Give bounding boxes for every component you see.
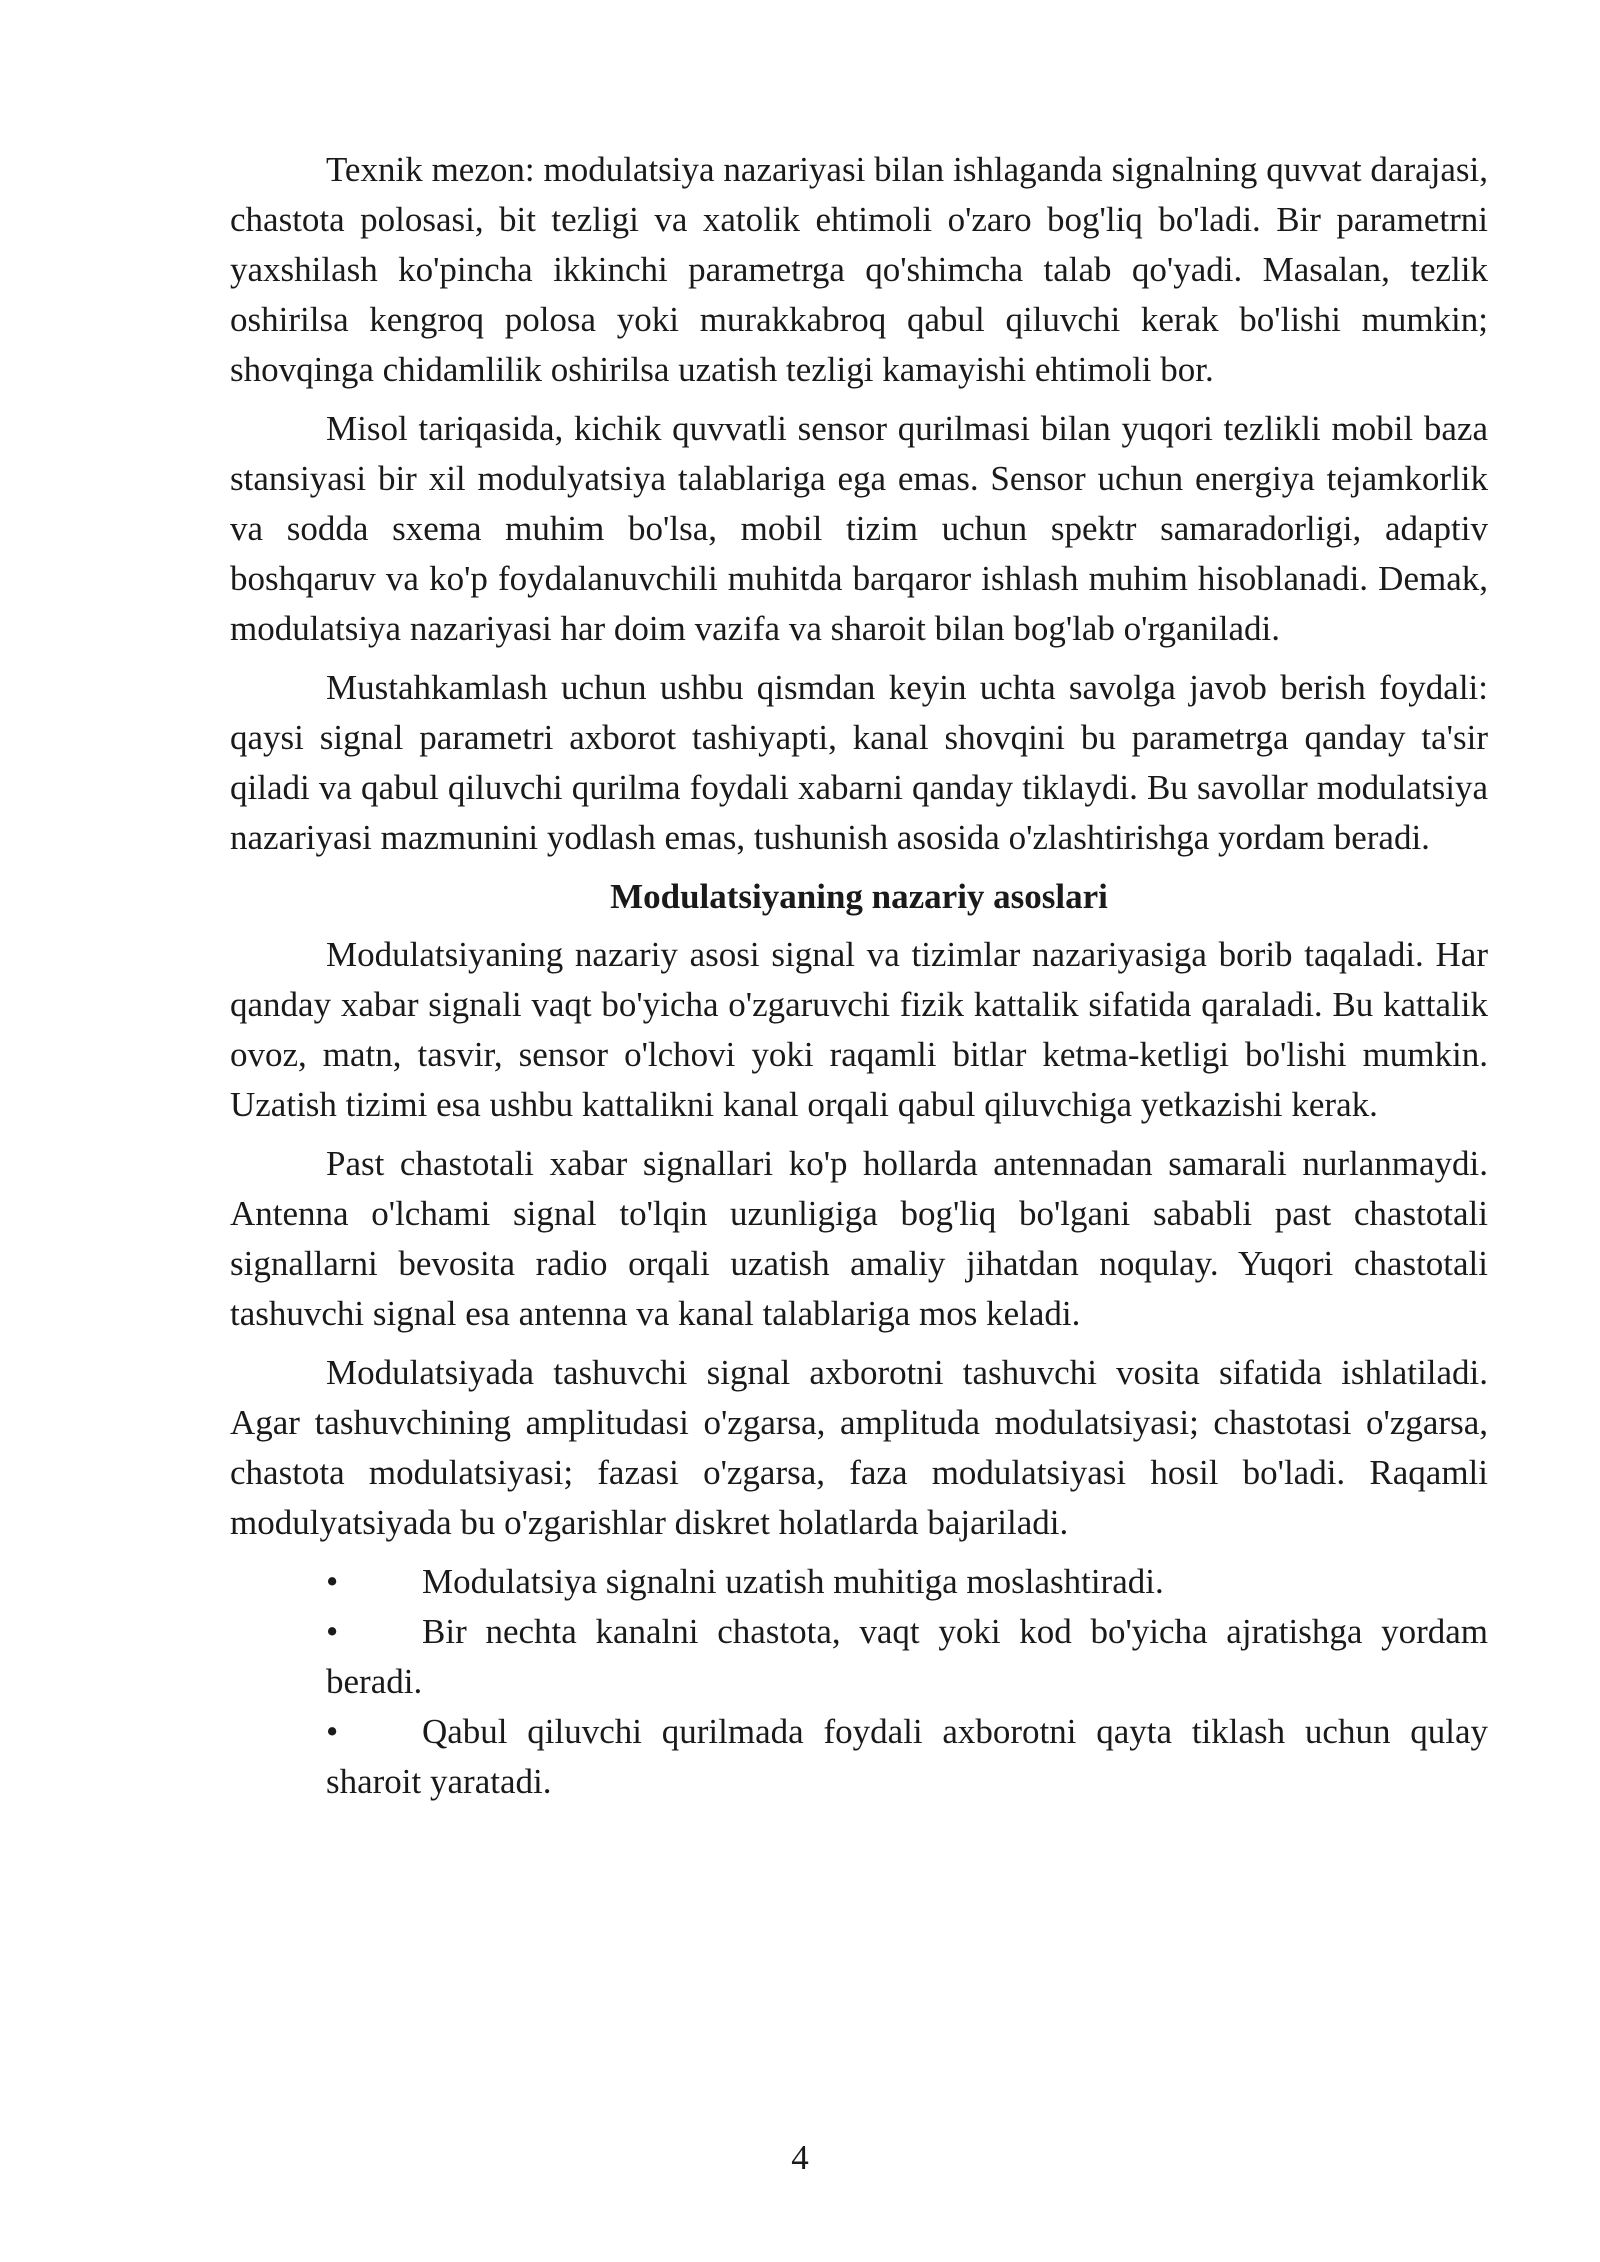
paragraph-carrier-signal: Modulatsiyada tashuvchi signal axborotni tashuvchi vosita sifatida ishlatiladi. Agar tashuvchining amplitudasi o'zgarsa, amplituda modulatsiyasi; chastotasi o'zgarsa, chastota modulatsiyasi; fazasi o'zgarsa, faza modulatsiyasi hosil bo'ladi. Raqamli modulyatsiyada bu o'zgarishlar diskret holatlarda bajariladi. [230,1353,1488,1542]
paragraph-technical-criterion: Texnik mezon: modulatsiya nazariyasi bilan ishlaganda signalning quvvat darajasi, chastota polosasi, bit tezligi va xatolik ehtimoli o'zaro bog'liq bo'ladi. Bir parametrni yaxshilash ko'pincha ikkinchi parametrga qo'shimcha talab qo'yadi. Masalan, tezlik oshirilsa kengroq polosa yoki murakkabroq qabul qiluvchi kerak bo'lishi mumkin; shovqinga chidamlilik oshirilsa uzatish tezligi kamayishi ehtimoli bor. [230,150,1488,389]
list-item [326,1557,1488,1607]
bullet-icon: • [326,1712,339,1751]
paragraph-reinforcement: Mustahkamlash uchun ushbu qismdan keyin uchta savolga javob berish foydali: qaysi signal parametri axborot tashiyapti, kanal shovqini bu parametrga qanday ta'sir qiladi va qabul qiluvchi qurilma foydali xabarni qanday tiklaydi. Bu savollar modulatsiya nazariyasi mazmunini yodlash emas, tushunish asosida o'zlashtirishga yordam beradi. [230,668,1488,857]
paragraph-example: Misol tariqasida, kichik quvvatli sensor qurilmasi bilan yuqori tezlikli mobil baza stansiyasi bir xil modulyatsiya talablariga ega emas. Sensor uchun energiya tejamkorlik va sodda sxema muhim bo'lsa, mobil tizim uchun spektr samaradorligi, adaptiv boshqaruv va ko'p foydalanuvchili muhitda barqaror ishlash muhim hisoblanadi. Demak, modulatsiya nazariyasi har doim vazifa va sharoit bilan bog'lab o'rganiladi. [230,409,1488,648]
bullet-icon: • [326,1612,339,1651]
list-item-text: Modulatsiya signalni uzatish muhitiga moslashtiradi. [422,1562,1164,1601]
document-page [230,145,1488,1807]
list-item-text: Bir nechta kanalni chastota, vaqt yoki kod bo'yicha ajratishga yordam beradi. [326,1612,1488,1701]
paragraph-low-frequency: Past chastotali xabar signallari ko'p hollarda antennadan samarali nurlanmaydi. Antenna o'lchami signal to'lqin uzunligiga bog'liq bo'lgani sababli past chastotali signallarni bevosita radio orqali uzatish amaliy jihatdan noqulay. Yuqori chastotali tashuvchi signal esa antenna va kanal talablariga mos keladi. [230,1144,1488,1333]
list-item [326,1607,1488,1707]
list-item [326,1707,1488,1807]
bullet-icon: • [326,1562,339,1601]
section-heading: Modulatsiyaning nazariy asoslari [610,877,1108,916]
bullet-list [230,1557,1488,1807]
paragraph-theory-basis: Modulatsiyaning nazariy asosi signal va tizimlar nazariyasiga borib taqaladi. Har qanday xabar signali vaqt bo'yicha o'zgaruvchi fizik kattalik sifatida qaraladi. Bu kattalik ovoz, matn, tasvir, sensor o'lchovi yoki raqamli bitlar ketma-ketligi bo'lishi mumkin. Uzatish tizimi esa ushbu kattalikni kanal orqali qabul qiluvchiga yetkazishi kerak. [230,935,1488,1124]
list-item-text: Qabul qiluvchi qurilmada foydali axborotni qayta tiklash uchun qulay sharoit yaratadi. [326,1712,1488,1801]
page-number: 4 [791,2138,809,2177]
